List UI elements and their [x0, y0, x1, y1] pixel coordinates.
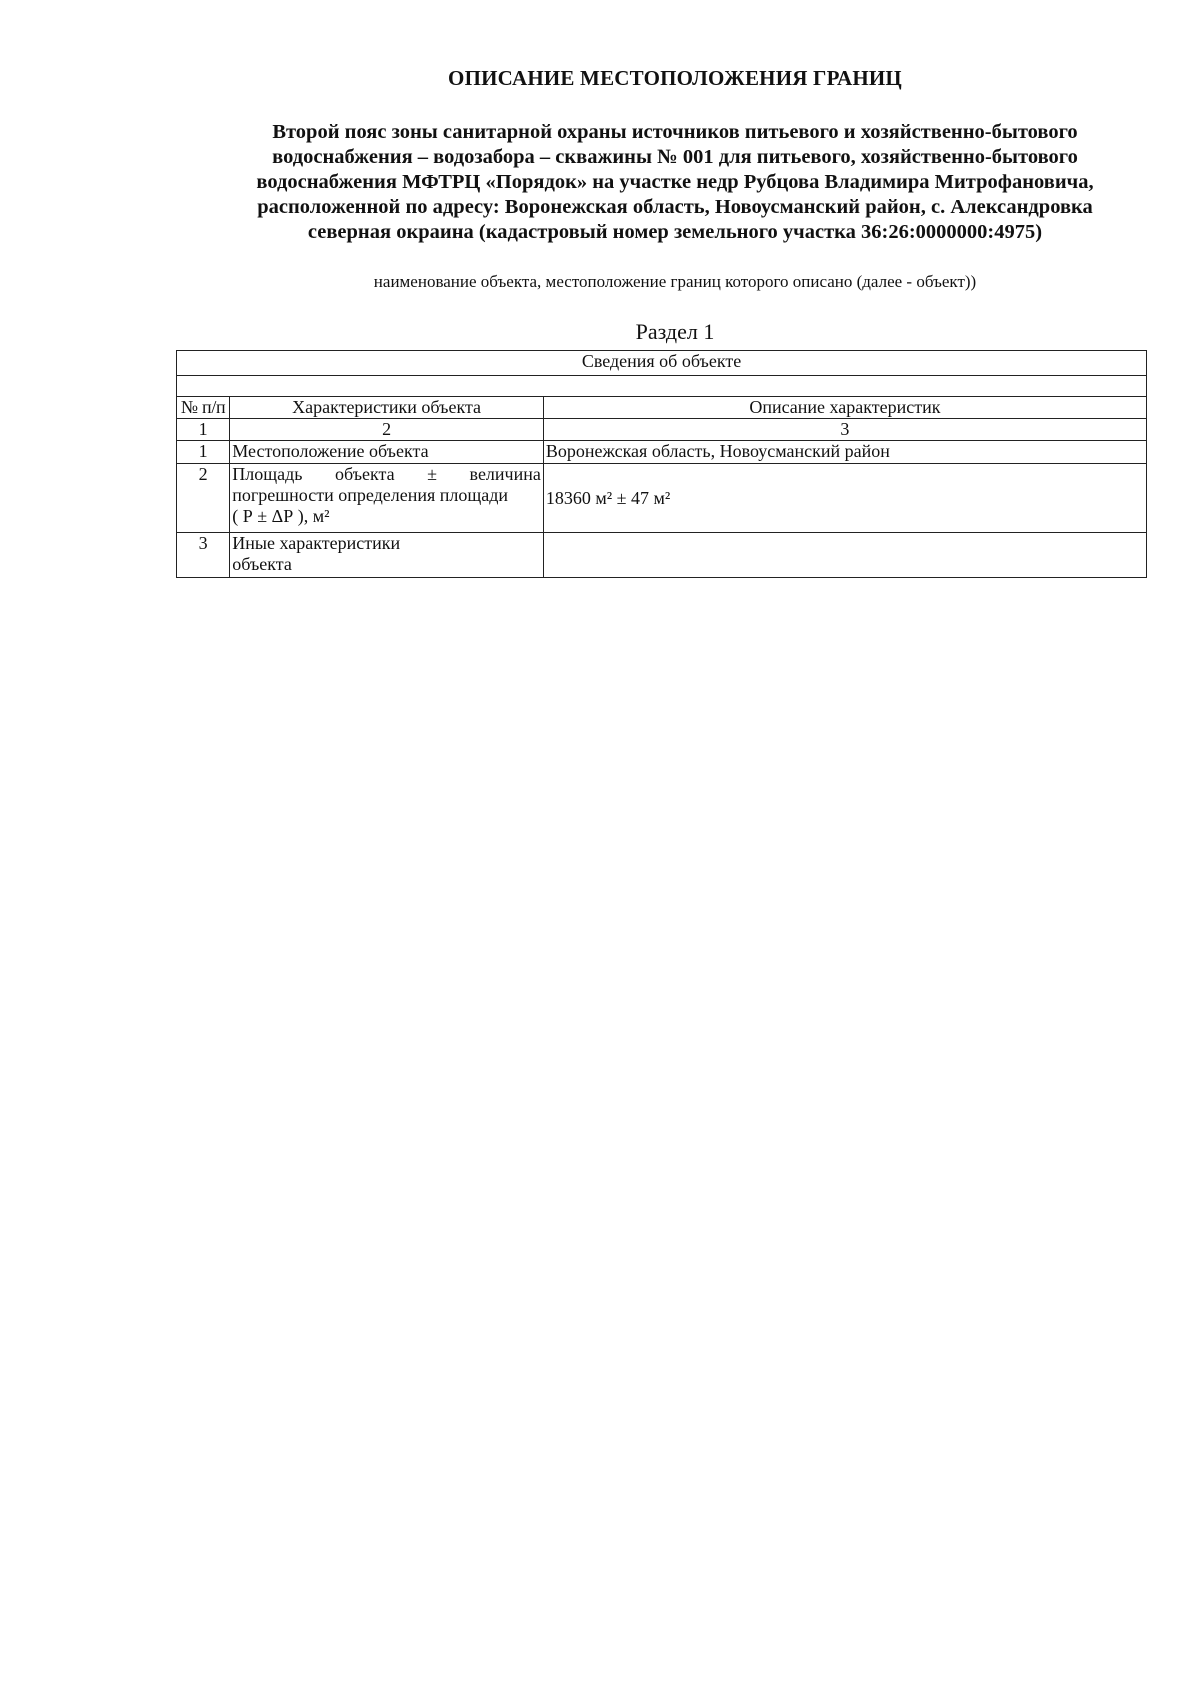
column-number: 2 — [230, 419, 544, 441]
characteristic-line — [232, 464, 541, 485]
table-blank-cell — [177, 376, 1147, 397]
table-column-numbers-row — [177, 419, 1147, 441]
table-caption-row — [177, 351, 1147, 376]
object-heading-line: водоснабжения – водозабора – скважины № 001 для питьевого, хозяйственно-бытового — [272, 146, 1078, 168]
table-blank-row — [177, 376, 1147, 397]
row-number: 1 — [177, 441, 230, 464]
table-header-row — [177, 397, 1147, 419]
object-heading-line: Второй пояс зоны санитарной охраны источников питьевого и хозяйственно-бытового — [272, 121, 1078, 143]
characteristic-word: величина — [469, 464, 541, 484]
row-description: Воронежская область, Новоусманский район — [543, 441, 1146, 464]
section-label: Раздел 1 — [635, 319, 715, 344]
object-heading-line: северная окраина (кадастровый номер земельного участка 36:26:0000000:4975) — [307, 221, 1043, 243]
object-heading-line: водоснабжения МФТРЦ «Порядок» на участке недр Рубцова Владимира Митрофановича, — [256, 171, 1094, 193]
table-row — [177, 533, 1147, 578]
table-row — [177, 441, 1147, 464]
row-description — [543, 533, 1146, 578]
row-characteristic: Местоположение объекта — [230, 441, 544, 464]
column-number: 3 — [543, 419, 1146, 441]
row-characteristic — [230, 533, 544, 578]
row-number: 2 — [177, 464, 230, 533]
object-info-table — [176, 350, 1147, 578]
characteristic-word: Площадь — [232, 464, 303, 484]
header-num: № п/п — [177, 397, 230, 419]
document-title: ОПИСАНИЕ МЕСТОПОЛОЖЕНИЯ ГРАНИЦ — [448, 66, 902, 90]
characteristic-line: ( Р ± ΔР ), м² — [232, 506, 330, 526]
row-description: 18360 м² ± 47 м² — [543, 464, 1146, 533]
object-heading — [195, 120, 1155, 245]
row-number: 3 — [177, 533, 230, 578]
characteristic-line: объекта — [232, 554, 292, 574]
header-characteristic: Характеристики объекта — [230, 397, 544, 419]
row-characteristic — [230, 464, 544, 533]
column-number: 1 — [177, 419, 230, 441]
characteristic-word: объекта — [335, 464, 395, 484]
characteristic-line: Иные характеристики — [232, 533, 401, 553]
table-caption: Сведения об объекте — [177, 351, 1147, 376]
table-row — [177, 464, 1147, 533]
header-description: Описание характеристик — [543, 397, 1146, 419]
characteristic-line: погрешности определения площади — [232, 485, 509, 505]
characteristic-word: ± — [427, 464, 438, 484]
object-caption: наименование объекта, местоположение границ которого описано (далее - объект)) — [373, 272, 977, 291]
object-heading-line: расположенной по адресу: Воронежская область, Новоусманский район, с. Александровка — [257, 196, 1093, 218]
